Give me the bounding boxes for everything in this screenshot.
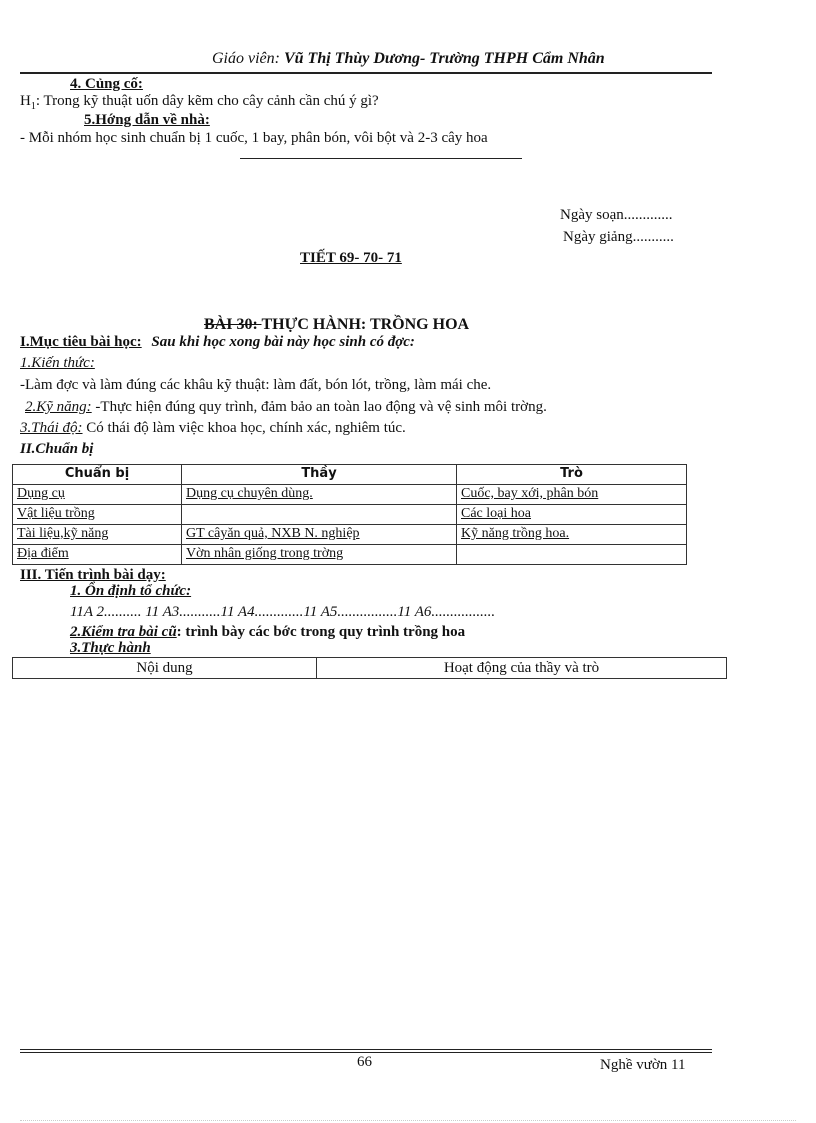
knowledge-text: -Làm đợc và làm đúng các khâu kỹ thuật: làm đất, bón lót, trồng, làm mái che. (20, 377, 492, 393)
column-header: Trò (457, 465, 687, 485)
table-cell: Vật liệu trồng (13, 505, 182, 525)
practice-label: 3.Thực hành (70, 640, 151, 656)
check-label: 2.Kiểm tra bài cũ (70, 624, 177, 640)
page-number: 66 (357, 1054, 372, 1070)
consolidate-heading: 4. Củng cố: (70, 76, 143, 92)
lesson-number: BÀI 30: (204, 316, 262, 333)
table-cell: GT câyăn quả, NXB N. nghiệp (182, 525, 457, 545)
footer-subject: Nghề vườn 11 (600, 1057, 686, 1073)
date-prepared: Ngày soạn............. (560, 207, 673, 223)
table-cell: Kỹ năng trồng hoa. (457, 525, 687, 545)
table-row (13, 525, 687, 545)
section-divider (240, 158, 522, 159)
homework-text: - Mỗi nhóm học sinh chuẩn bị 1 cuốc, 1 bay, phân bón, vôi bột và 2-3 cây hoa (20, 130, 488, 146)
table-cell: Dụng cụ (13, 485, 182, 505)
check-text: : trình bày các bớc trong quy trình trồng hoa (176, 624, 466, 640)
table-cell: Cuốc, bay xới, phân bón (457, 485, 687, 505)
bottom-dotted-border (20, 1120, 796, 1121)
column-header: Nội dung (13, 658, 317, 679)
objectives-intro: Sau khi học xong bài này học sinh có đợc: (151, 334, 415, 350)
consolidate-question: $H_1$: Trong kỹ thuật uốn dây kẽm cho cây cảnh cần chú ý gì? (20, 93, 379, 112)
table-row (13, 485, 687, 505)
table-header-row (13, 658, 727, 679)
table-row (13, 545, 687, 565)
table-cell (182, 505, 457, 525)
table-row (13, 505, 687, 525)
footer-rule-bottom (20, 1052, 712, 1053)
teacher-label: Giáo viên: (212, 50, 284, 67)
table-cell: Vờn nhân giống trong trờng (182, 545, 457, 565)
process-heading: III. Tiến trình bài dạy: (20, 567, 166, 583)
header-rule (20, 72, 712, 74)
lesson-name: THỰC HÀNH: TRỒNG HOA (261, 316, 470, 333)
teacher-name: Vũ Thị Thùy Dương- Trường THPH Cẩm Nhân (283, 50, 605, 67)
class-list: 11A 2.......... 11 A3...........11 A4.............11 A5................11 A6................. (70, 604, 496, 620)
footer-rule-top (20, 1049, 712, 1050)
skills-text: -Thực hiện đúng quy trình, đảm bảo an toàn lao động và vệ sinh môi trờng. (95, 399, 547, 415)
column-header: Hoạt động của thầy và trò (317, 658, 727, 679)
preparation-heading: II.Chuẩn bị (20, 441, 94, 457)
page-header (212, 50, 605, 68)
table-cell (457, 545, 687, 565)
skills-line (25, 399, 547, 416)
preparation-table (12, 464, 687, 565)
objectives-heading: I.Mục tiêu bài học: (20, 334, 142, 350)
knowledge-label: 1.Kiến thức: (20, 355, 95, 371)
attitude-line (20, 420, 406, 437)
lesson-period: TIẾT 69- 70- 71 (300, 250, 402, 266)
column-header: Thầy (182, 465, 457, 485)
attitude-text: Có thái độ làm việc khoa học, chính xác, nghiêm túc. (86, 420, 406, 436)
org-label: 1. Ổn định tổ chức: (70, 583, 192, 599)
practice-table (12, 657, 727, 679)
table-cell: Dụng cụ chuyên dùng. (182, 485, 457, 505)
homework-heading: 5.Hớng dẫn về nhà: (84, 112, 210, 128)
objectives-line (20, 334, 415, 351)
skills-label: 2.Kỹ năng: (25, 399, 92, 415)
table-cell: Tài liệu,kỹ năng (13, 525, 182, 545)
date-taught: Ngày giảng........... (563, 229, 674, 245)
table-cell: Địa điểm (13, 545, 182, 565)
check-line (70, 624, 465, 641)
lesson-title (204, 316, 469, 334)
table-cell: Các loại hoa (457, 505, 687, 525)
column-header: Chuẩn bị (13, 465, 182, 485)
table-header-row (13, 465, 687, 485)
attitude-label: 3.Thái độ: (20, 420, 83, 436)
